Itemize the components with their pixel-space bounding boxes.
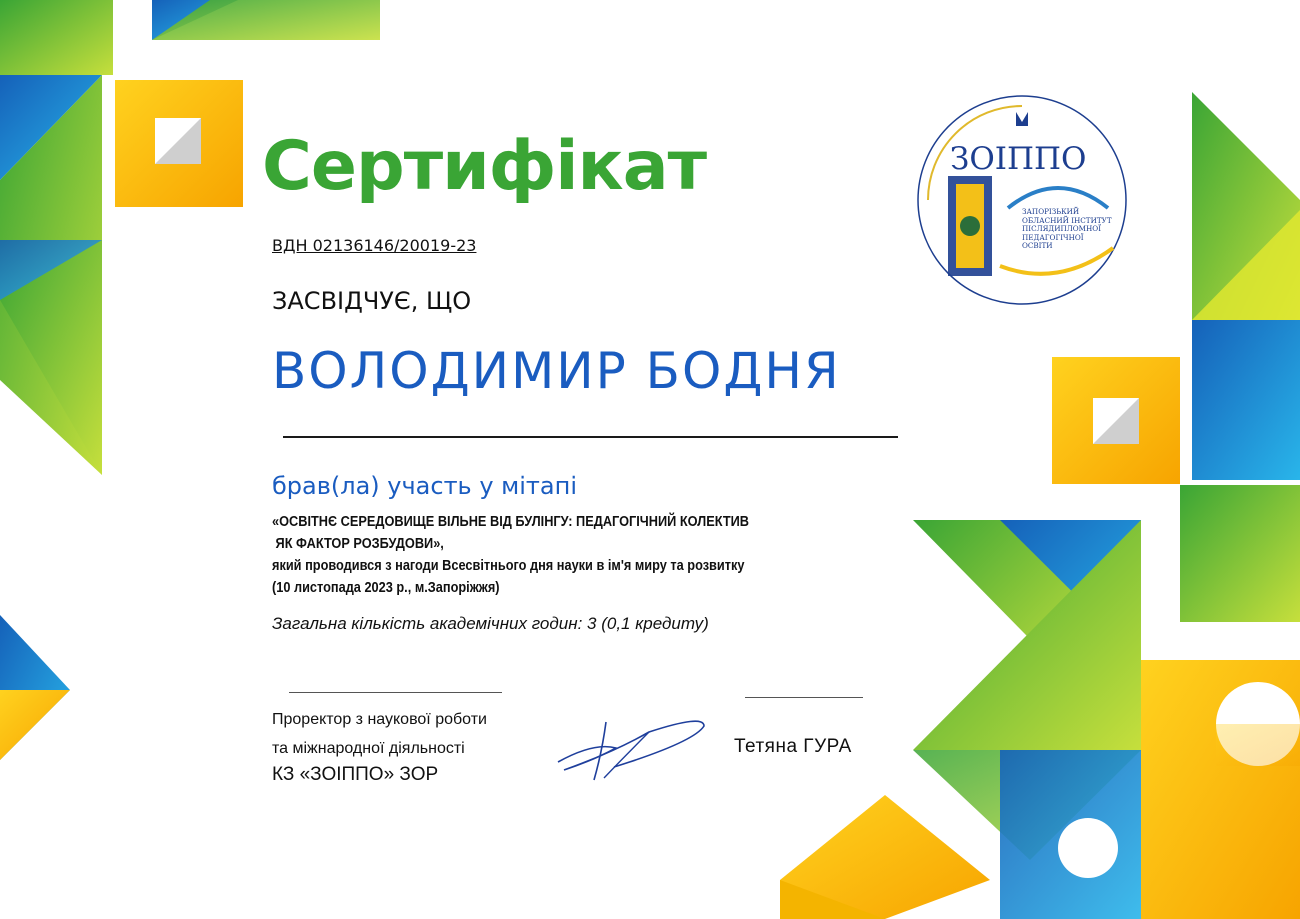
event-line: ЯК ФАКТОР РОЗБУДОВИ»,: [272, 536, 444, 552]
event-line: «ОСВІТНЄ СЕРЕДОВИЩЕ ВІЛЬНЕ ВІД БУЛІНГУ: ПЕДАГОГІЧНИЙ КОЛЕКТИВ: [272, 514, 750, 530]
signature-line-left: [289, 692, 502, 693]
name-underline: [283, 436, 898, 438]
institute-logo: [908, 88, 1136, 312]
certificate-title: Сертифікат: [262, 127, 706, 206]
signatory-organization: КЗ «ЗОІППО» ЗОР: [272, 764, 439, 785]
signature-line-right: [745, 697, 863, 698]
event-description: [272, 511, 749, 599]
logo-subtitle-line: ЗАПОРІЗЬКИЙ: [1022, 207, 1080, 216]
signatory-role-line: та міжнародної діяльності: [272, 740, 465, 757]
logo-subtitle-line: ПІСЛЯДИПЛОМНОЇ: [1022, 224, 1102, 234]
logo-subtitle: [1022, 208, 1132, 251]
certifies-text: ЗАСВІДЧУЄ, ЩО: [272, 287, 472, 315]
recipient-name: ВОЛОДИМИР БОДНЯ: [272, 342, 841, 400]
academic-hours: Загальна кількість академічних годин: 3 (0,1 кредиту): [272, 614, 709, 633]
event-line: який проводився з нагоди Всесвітнього дня науки в ім'я миру та розвитку: [272, 558, 745, 574]
participation-text: брав(ла) участь у мітапі: [272, 472, 577, 500]
signatory-name: Тетяна ГУРА: [734, 736, 852, 757]
document-number: ВДН 02136146/20019-23: [272, 236, 477, 255]
logo-title: ЗОІППО: [950, 141, 1087, 177]
logo-subtitle-line: ОБЛАСНИЙ ІНСТИТУТ: [1022, 215, 1112, 225]
event-line: (10 листопада 2023 р., м.Запоріжжя): [272, 580, 500, 596]
logo-subtitle-line: ПЕДАГОГІЧНОЇ: [1022, 232, 1084, 242]
signatory-role-line: Проректор з наукової роботи: [272, 711, 487, 728]
handwritten-signature: [554, 712, 714, 784]
signatory-role: [272, 705, 487, 763]
logo-subtitle-line: ОСВІТИ: [1022, 241, 1053, 251]
